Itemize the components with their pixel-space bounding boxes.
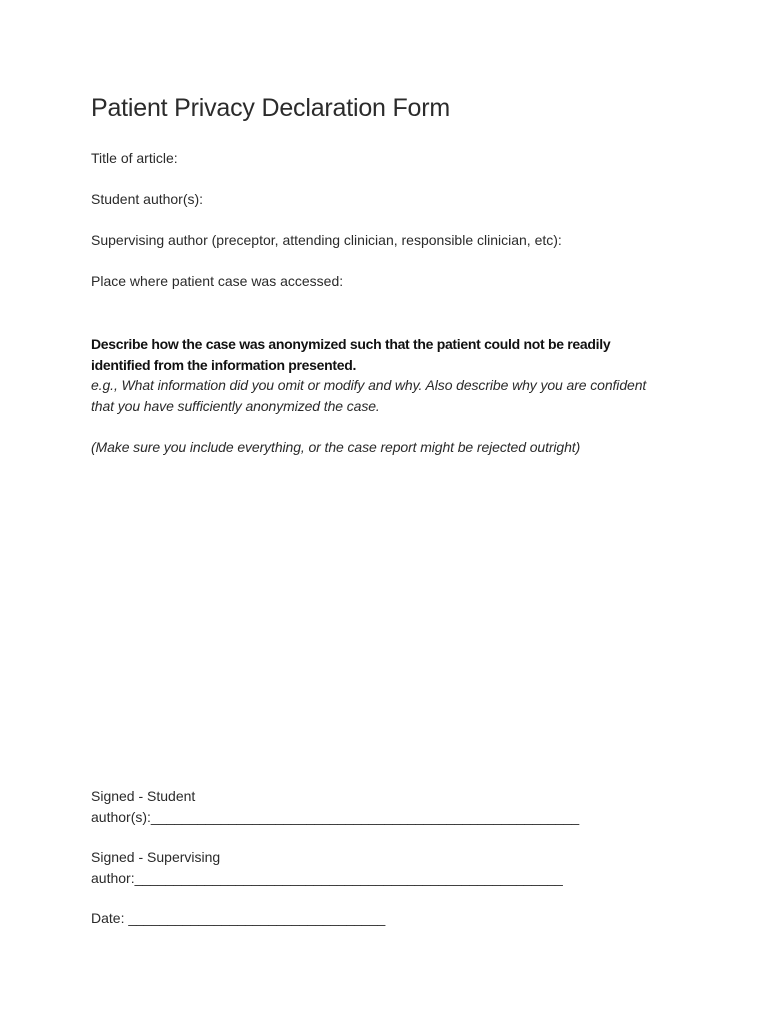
place-accessed-label: Place where patient case was accessed:: [91, 273, 344, 289]
anonymization-warning: (Make sure you include everything, or the case report might be rejected outright): [91, 439, 581, 455]
supervising-author-label: Supervising author (preceptor, attending clinician, responsible clinician, etc):: [91, 232, 562, 248]
anonymization-example: e.g., What information did you omit or modify and why. Also describe why you are confident that you have sufficiently anonymized the case.: [91, 377, 647, 414]
page-title: Patient Privacy Declaration Form: [91, 94, 451, 122]
student-signature-label: Signed - Student: [91, 788, 196, 804]
supervising-signature-block: [91, 847, 631, 889]
date-block: [91, 908, 631, 929]
supervising-signature-line: author:_______________________________________________________: [91, 870, 563, 886]
anonymization-heading: Describe how the case was anonymized such that the patient could not be readily identified from the information presented.: [91, 336, 611, 373]
date-line: Date: _________________________________: [91, 910, 386, 926]
student-signature-line: author(s):_______________________________________________________: [91, 809, 580, 825]
supervising-signature-label: Signed - Supervising: [91, 849, 221, 865]
title-of-article-label: Title of article:: [91, 150, 178, 166]
student-authors-label: Student author(s):: [91, 191, 204, 207]
student-signature-block: [91, 786, 631, 828]
